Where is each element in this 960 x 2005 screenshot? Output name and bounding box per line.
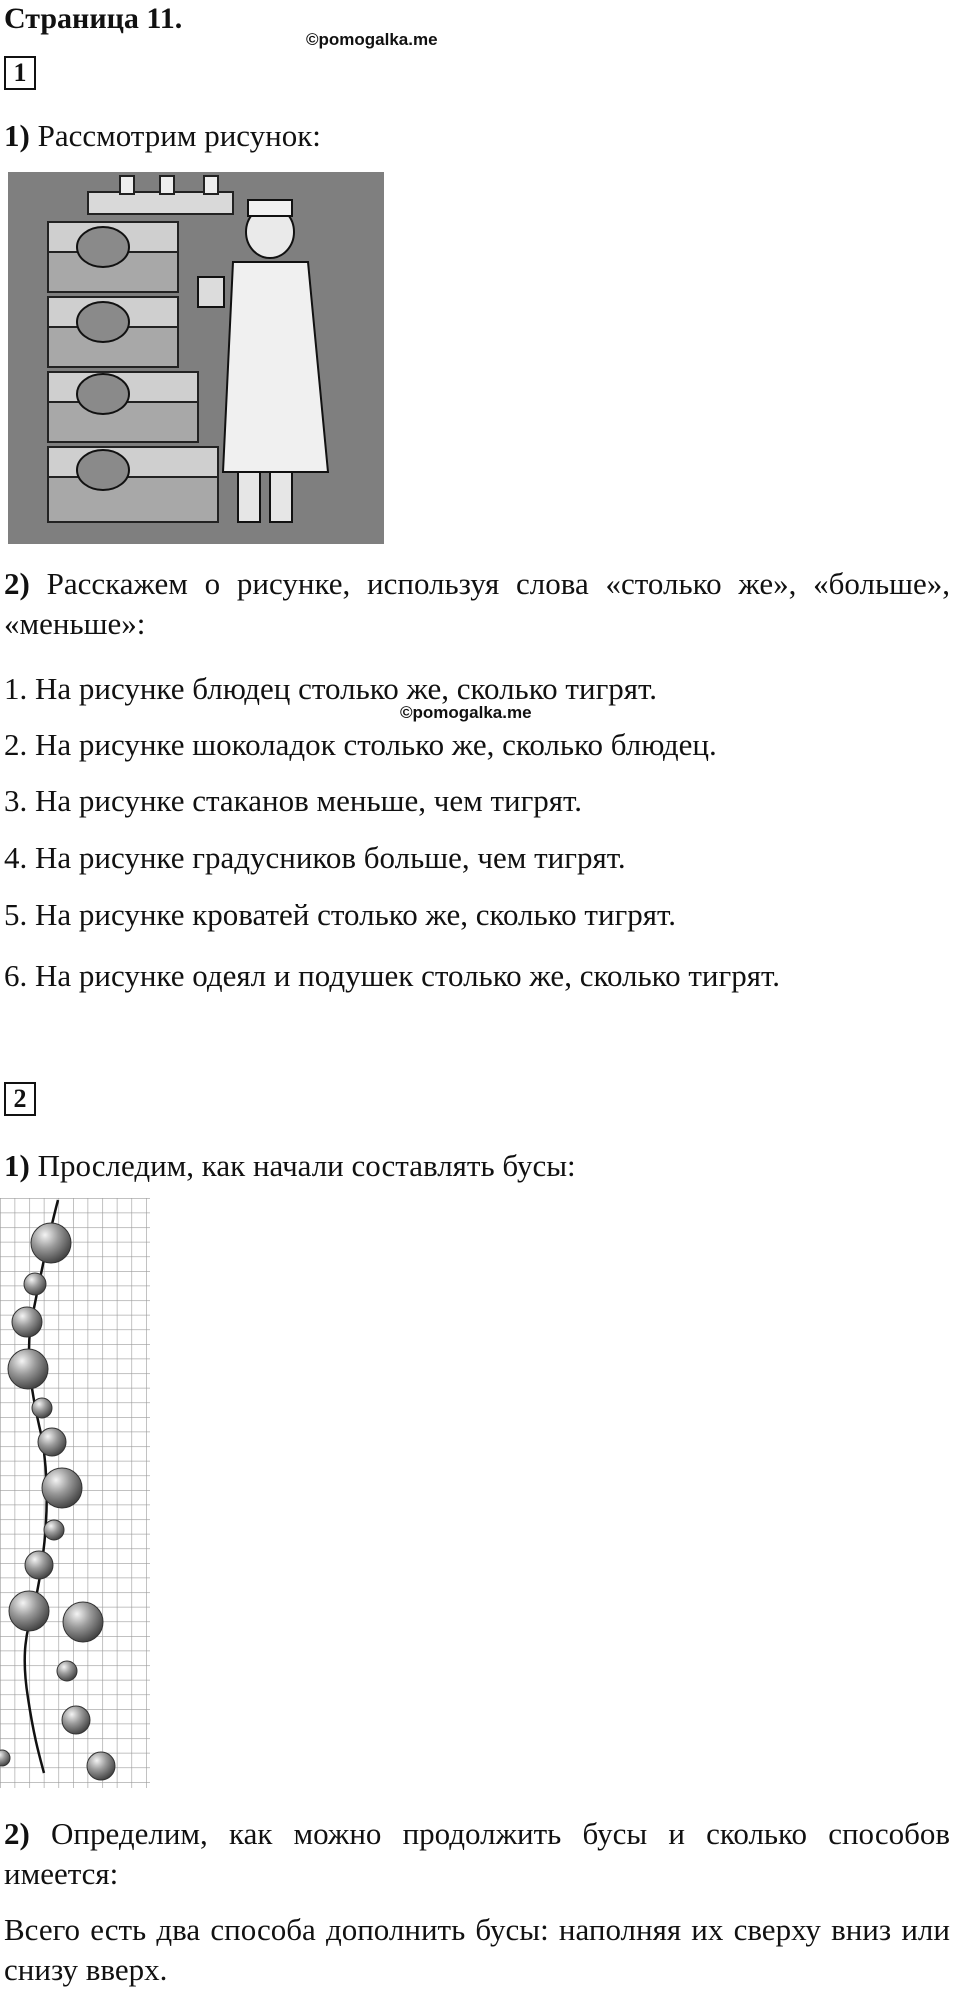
bead <box>62 1706 90 1734</box>
task2-step1 <box>4 1148 576 1184</box>
bead <box>9 1591 49 1631</box>
list-item: 6. На рисунке одеял и подушек столько же, сколько тигрят. <box>4 958 780 993</box>
list-item: 1. На рисунке блюдец столько же, сколько тигрят. <box>4 671 658 706</box>
task1-step2 <box>4 564 950 644</box>
step-number: 1) <box>4 1148 30 1183</box>
beads-drawing <box>0 1198 150 1788</box>
bead <box>24 1273 46 1295</box>
bead <box>38 1428 66 1456</box>
task-number-box: 1 <box>4 56 36 90</box>
bed-1 <box>48 222 178 292</box>
illustration-tigers-doctor <box>8 172 384 544</box>
bead <box>32 1398 52 1418</box>
task1-step1 <box>4 118 321 154</box>
bead <box>87 1752 115 1780</box>
task-number-box: 2 <box>4 1082 36 1116</box>
bed-4 <box>48 447 218 522</box>
task2-step2 <box>4 1814 950 1894</box>
list-item: 4. На рисунке градусников больше, чем тигрят. <box>4 840 626 875</box>
bead <box>12 1307 42 1337</box>
step-number: 1) <box>4 118 30 153</box>
page-title: Страница 11. <box>4 2 183 35</box>
bead <box>57 1661 77 1681</box>
watermark-middle: ©pomogalka.me <box>400 703 532 722</box>
watermark-top: ©pomogalka.me <box>306 30 438 49</box>
step-text: Рассмотрим рисунок: <box>37 118 321 153</box>
cup-3-icon <box>204 176 218 194</box>
bead <box>25 1551 53 1579</box>
bead <box>44 1520 64 1540</box>
list-item: 2. На рисунке шоколадок столько же, сколько блюдец. <box>4 727 717 762</box>
list-item: 3. На рисунке стаканов меньше, чем тигрят. <box>4 783 583 818</box>
step-number: 2) <box>4 1816 30 1851</box>
bead <box>42 1468 82 1508</box>
bead <box>63 1602 103 1642</box>
step-number: 2) <box>4 566 30 601</box>
beads-grid-illustration <box>0 1198 150 1788</box>
tray <box>88 192 233 214</box>
cup-1-icon <box>120 176 134 194</box>
step-text: Определим, как можно продолжить бусы и сколько способов имеется: <box>4 1816 950 1891</box>
list-item: 5. На рисунке кроватей столько же, сколько тигрят. <box>4 897 676 932</box>
step-text: Проследим, как начали составлять бусы: <box>37 1148 576 1183</box>
bead <box>8 1349 48 1389</box>
cup-2-icon <box>160 176 174 194</box>
bed-3 <box>48 372 198 442</box>
bead <box>31 1223 71 1263</box>
task2-answer: Всего есть два способа дополнить бусы: наполняя их сверху вниз или снизу вверх. <box>4 1912 950 1987</box>
step-text: Расскажем о рисунке, используя слова «столько же», «больше», «меньше»: <box>4 566 950 641</box>
bed-2 <box>48 297 178 367</box>
tigers-doctor-drawing <box>8 172 384 544</box>
